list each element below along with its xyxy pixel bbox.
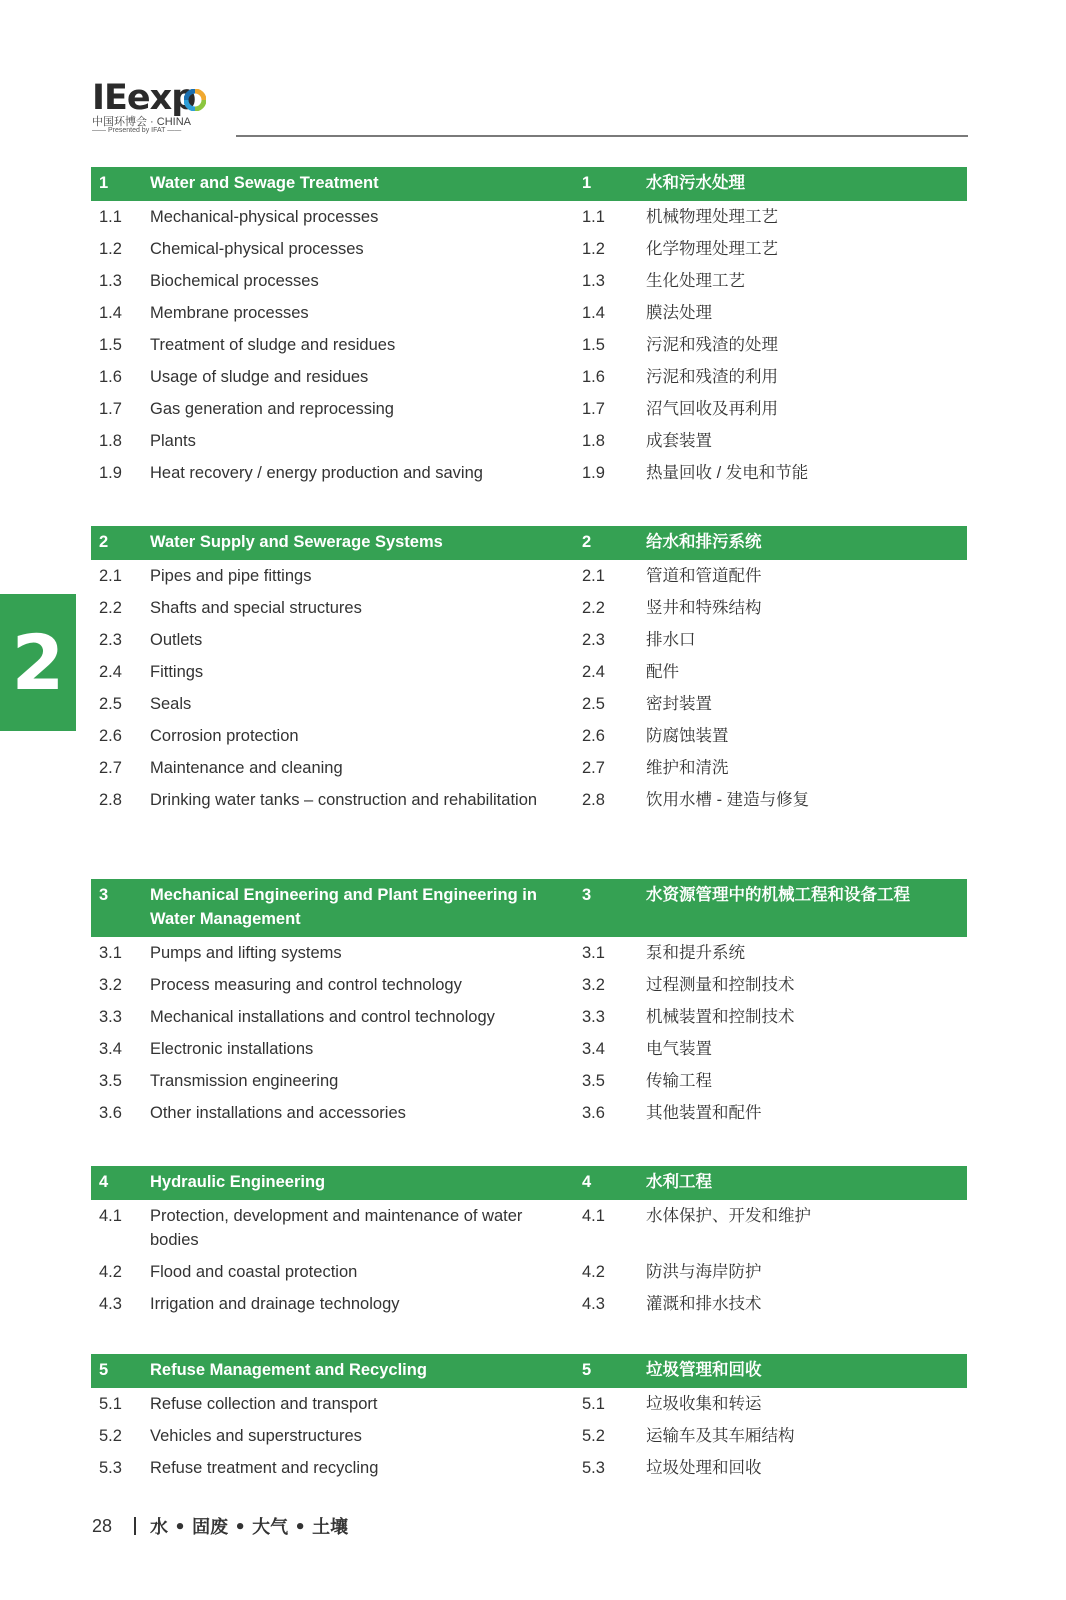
item-label-cn: 竖井和特殊结构	[646, 599, 762, 617]
item-label-en: Gas generation and reprocessing	[150, 400, 394, 418]
item-number-cn: 2.5	[582, 695, 605, 713]
chapter-tab: 2	[0, 594, 76, 731]
section-number-cn: 2	[582, 533, 592, 551]
list-item	[91, 784, 967, 816]
item-label-en: Plants	[150, 432, 196, 450]
item-number-cn: 1.3	[582, 272, 605, 290]
item-number-cn: 1.5	[582, 336, 605, 354]
item-label-en: Pumps and lifting systems	[150, 944, 342, 962]
item-label-cn: 运输车及其车厢结构	[646, 1427, 795, 1445]
list-item	[91, 752, 967, 784]
item-number: 2.4	[99, 663, 122, 681]
section-title-en: Mechanical Engineering and Plant Engineering in Water Management	[150, 886, 537, 928]
list-item	[91, 361, 967, 393]
section-title-cn: 水和污水处理	[646, 174, 745, 192]
item-label-cn: 过程测量和控制技术	[646, 976, 795, 994]
item-label-en: Fittings	[150, 663, 204, 681]
item-number: 1.5	[99, 336, 122, 354]
item-number-cn: 1.6	[582, 368, 605, 386]
item-label-cn: 垃圾收集和转运	[646, 1395, 762, 1413]
list-item	[91, 457, 967, 489]
item-label-cn: 防洪与海岸防护	[646, 1263, 762, 1281]
list-item	[91, 425, 967, 457]
section-number-cn: 3	[582, 886, 592, 904]
item-label-en: Membrane processes	[150, 304, 309, 322]
section-4	[91, 1166, 967, 1320]
page-number: 28	[92, 1515, 113, 1536]
list-item	[91, 937, 967, 969]
list-item	[91, 1200, 967, 1256]
item-label-en: Flood and coastal protection	[150, 1263, 358, 1281]
list-item	[91, 1452, 967, 1484]
item-number-cn: 5.1	[582, 1395, 605, 1413]
item-number: 1.9	[99, 464, 122, 482]
item-number: 2.8	[99, 791, 122, 809]
section-number: 1	[99, 174, 109, 192]
item-label-cn: 排水口	[646, 631, 696, 649]
item-number: 3.1	[99, 944, 122, 962]
section-header	[91, 1166, 967, 1200]
item-number: 2.7	[99, 759, 122, 777]
item-label-en: Refuse collection and transport	[150, 1395, 378, 1413]
item-number-cn: 3.4	[582, 1040, 605, 1058]
item-number-cn: 3.6	[582, 1104, 605, 1122]
item-label-cn: 机械装置和控制技术	[646, 1008, 795, 1026]
list-item	[91, 1388, 967, 1420]
list-item	[91, 1033, 967, 1065]
item-label-en: Transmission engineering	[150, 1072, 339, 1090]
item-label-cn: 膜法处理	[646, 304, 712, 322]
list-item	[91, 1288, 967, 1320]
list-item	[91, 1065, 967, 1097]
section-title-en: Hydraulic Engineering	[150, 1173, 326, 1191]
item-number-cn: 3.1	[582, 944, 605, 962]
item-number-cn: 3.5	[582, 1072, 605, 1090]
item-label-cn: 泵和提升系统	[646, 944, 745, 962]
item-label-cn: 防腐蚀装置	[646, 727, 729, 745]
item-label-en: Process measuring and control technology	[150, 976, 462, 994]
list-item	[91, 329, 967, 361]
item-number-cn: 5.3	[582, 1459, 605, 1477]
item-number: 2.1	[99, 567, 122, 585]
footer-title: 水 • 固废 • 大气 • 土壤	[150, 1517, 349, 1538]
list-item	[91, 1097, 967, 1129]
item-number-cn: 3.3	[582, 1008, 605, 1026]
logo-chinese: 中国环博会 · CHINA	[92, 116, 191, 128]
item-label-cn: 其他装置和配件	[646, 1104, 762, 1122]
item-label-en: Mechanical installations and control technology	[150, 1008, 495, 1026]
item-number: 2.6	[99, 727, 122, 745]
item-number: 3.5	[99, 1072, 122, 1090]
item-number-cn: 1.2	[582, 240, 605, 258]
item-label-en: Heat recovery / energy production and saving	[150, 464, 483, 482]
item-label-en: Biochemical processes	[150, 272, 319, 290]
item-label-en: Seals	[150, 695, 192, 713]
item-number: 1.4	[99, 304, 122, 322]
item-number-cn: 4.1	[582, 1207, 605, 1225]
item-label-cn: 管道和管道配件	[646, 567, 762, 585]
list-item	[91, 592, 967, 624]
item-number: 3.3	[99, 1008, 122, 1026]
section-number: 5	[99, 1361, 109, 1379]
item-label-cn: 灌溉和排水技术	[646, 1295, 762, 1313]
item-label-cn: 污泥和残渣的利用	[646, 368, 778, 386]
item-number-cn: 5.2	[582, 1427, 605, 1445]
item-label-cn: 热量回收 / 发电和节能	[646, 464, 809, 482]
item-number-cn: 2.7	[582, 759, 605, 777]
section-title-cn: 水利工程	[646, 1173, 712, 1191]
item-number-cn: 4.2	[582, 1263, 605, 1281]
section-number: 3	[99, 886, 109, 904]
item-number: 1.2	[99, 240, 122, 258]
footer-divider	[134, 1517, 136, 1535]
list-item	[91, 201, 967, 233]
item-label-en: Maintenance and cleaning	[150, 759, 343, 777]
list-item	[91, 656, 967, 688]
item-number: 1.6	[99, 368, 122, 386]
item-number-cn: 1.4	[582, 304, 605, 322]
section-header	[91, 879, 967, 937]
list-item	[91, 265, 967, 297]
section-header	[91, 167, 967, 201]
section-title-cn: 水资源管理中的机械工程和设备工程	[646, 886, 910, 904]
item-number: 2.3	[99, 631, 122, 649]
item-label-en: Pipes and pipe fittings	[150, 567, 312, 585]
item-label-en: Outlets	[150, 631, 203, 649]
item-label-cn: 电气装置	[646, 1040, 712, 1058]
item-label-en: Corrosion protection	[150, 727, 299, 745]
item-number: 3.2	[99, 976, 122, 994]
item-label-en: Other installations and accessories	[150, 1104, 406, 1122]
item-label-cn: 机械物理处理工艺	[646, 208, 778, 226]
item-label-en: Vehicles and superstructures	[150, 1427, 362, 1445]
section-number: 2	[99, 533, 109, 551]
item-label-en: Usage of sludge and residues	[150, 368, 369, 386]
item-number-cn: 1.8	[582, 432, 605, 450]
item-label-cn: 成套装置	[646, 432, 712, 450]
item-label-en: Refuse treatment and recycling	[150, 1459, 379, 1477]
item-label-cn: 沼气回收及再利用	[646, 400, 778, 418]
item-number: 1.1	[99, 208, 122, 226]
item-label-cn: 垃圾处理和回收	[646, 1459, 762, 1477]
item-number: 5.2	[99, 1427, 122, 1445]
item-number-cn: 1.9	[582, 464, 605, 482]
item-label-cn: 水体保护、开发和维护	[646, 1207, 811, 1225]
logo-presented-by: —— Presented by IFAT ——	[92, 127, 182, 134]
section-5	[91, 1354, 967, 1484]
list-item	[91, 233, 967, 265]
section-3	[91, 879, 967, 1129]
item-label-en: Shafts and special structures	[150, 599, 362, 617]
item-number-cn: 1.7	[582, 400, 605, 418]
item-label-cn: 污泥和残渣的处理	[646, 336, 778, 354]
item-number-cn: 2.1	[582, 567, 605, 585]
section-title-en: Water Supply and Sewerage Systems	[150, 533, 443, 551]
item-number: 5.3	[99, 1459, 122, 1477]
item-number: 1.7	[99, 400, 122, 418]
item-label-en: Electronic installations	[150, 1040, 314, 1058]
item-label-en: Drinking water tanks – construction and rehabilitation	[150, 791, 538, 809]
list-item	[91, 393, 967, 425]
item-label-cn: 维护和清洗	[646, 759, 729, 777]
item-label-cn: 配件	[646, 663, 679, 681]
item-label-en: Mechanical-physical processes	[150, 208, 379, 226]
item-number-cn: 2.8	[582, 791, 605, 809]
item-label-cn: 生化处理工艺	[646, 272, 745, 290]
section-number-cn: 1	[582, 174, 592, 192]
section-header	[91, 526, 967, 560]
item-label-en: Treatment of sludge and residues	[150, 336, 396, 354]
item-number-cn: 2.6	[582, 727, 605, 745]
section-title-cn: 给水和排污系统	[646, 533, 762, 551]
header-rule	[236, 135, 968, 137]
section-2	[91, 526, 967, 816]
item-label-en: Protection, development and maintenance of water bodies	[150, 1207, 523, 1249]
list-item	[91, 1001, 967, 1033]
page-footer	[92, 1513, 348, 1539]
section-number-cn: 5	[582, 1361, 592, 1379]
item-number-cn: 1.1	[582, 208, 605, 226]
list-item	[91, 297, 967, 329]
item-number: 5.1	[99, 1395, 122, 1413]
ieexpo-logo	[92, 80, 232, 140]
list-item	[91, 969, 967, 1001]
item-number: 1.3	[99, 272, 122, 290]
item-label-cn: 饮用水槽 - 建造与修复	[646, 791, 810, 809]
item-number-cn: 4.3	[582, 1295, 605, 1313]
list-item	[91, 720, 967, 752]
section-1	[91, 167, 967, 489]
section-number-cn: 4	[582, 1173, 592, 1191]
item-number: 4.3	[99, 1295, 122, 1313]
section-title-en: Water and Sewage Treatment	[150, 174, 379, 192]
list-item	[91, 624, 967, 656]
item-number-cn: 2.4	[582, 663, 605, 681]
section-number: 4	[99, 1173, 109, 1191]
item-number: 3.6	[99, 1104, 122, 1122]
item-number-cn: 2.3	[582, 631, 605, 649]
item-number: 4.1	[99, 1207, 122, 1225]
item-number-cn: 3.2	[582, 976, 605, 994]
item-number: 2.5	[99, 695, 122, 713]
list-item	[91, 560, 967, 592]
item-number: 4.2	[99, 1263, 122, 1281]
list-item	[91, 1256, 967, 1288]
item-number: 2.2	[99, 599, 122, 617]
item-number: 1.8	[99, 432, 122, 450]
logo-wordmark: IEexp	[92, 78, 196, 118]
section-title-cn: 垃圾管理和回收	[646, 1361, 762, 1379]
item-number-cn: 2.2	[582, 599, 605, 617]
list-item	[91, 688, 967, 720]
item-label-cn: 化学物理处理工艺	[646, 240, 778, 258]
section-header	[91, 1354, 967, 1388]
item-label-en: Chemical-physical processes	[150, 240, 364, 258]
list-item	[91, 1420, 967, 1452]
item-label-en: Irrigation and drainage technology	[150, 1295, 400, 1313]
item-number: 3.4	[99, 1040, 122, 1058]
item-label-cn: 传输工程	[646, 1072, 712, 1090]
item-label-cn: 密封装置	[646, 695, 712, 713]
logo-ring-icon	[184, 89, 206, 111]
section-title-en: Refuse Management and Recycling	[150, 1361, 427, 1379]
